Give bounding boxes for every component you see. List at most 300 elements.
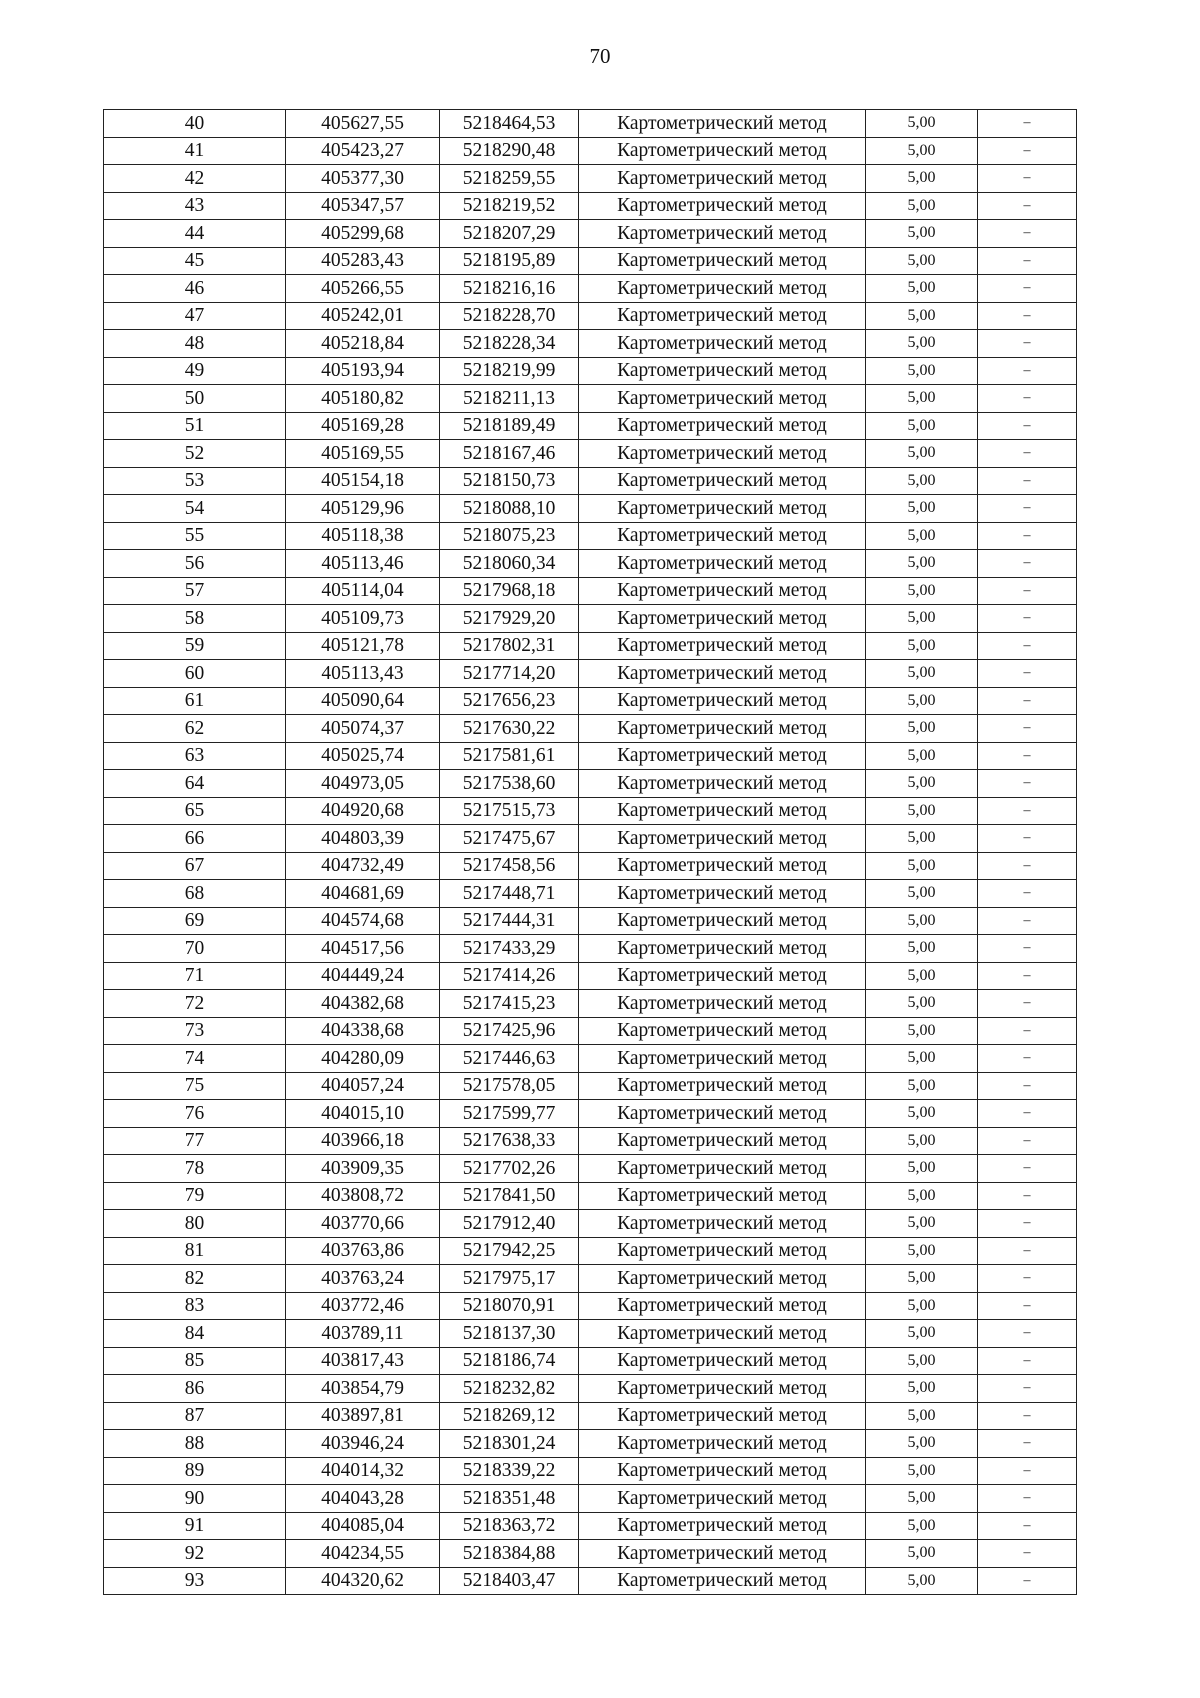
x-coordinate-cell: 403966,18 [286, 1127, 440, 1155]
y-coordinate-cell: 5217446,63 [440, 1045, 579, 1073]
point-number-cell: 61 [104, 687, 286, 715]
page-number: 70 [589, 44, 611, 68]
point-number-cell: 42 [104, 165, 286, 193]
x-coordinate-cell: 404574,68 [286, 907, 440, 935]
error-cell: 5,00 [866, 770, 978, 798]
y-coordinate-cell: 5218228,70 [440, 302, 579, 330]
y-coordinate-cell: 5217929,20 [440, 605, 579, 633]
x-coordinate-cell: 404681,69 [286, 880, 440, 908]
y-coordinate-cell: 5218211,13 [440, 385, 579, 413]
method-cell: Картометрический метод [579, 770, 866, 798]
y-coordinate-cell: 5218088,10 [440, 495, 579, 523]
x-coordinate-cell: 404382,68 [286, 990, 440, 1018]
description-cell: – [978, 1320, 1077, 1348]
method-cell: Картометрический метод [579, 1237, 866, 1265]
point-number-cell: 47 [104, 302, 286, 330]
description-cell: – [978, 1127, 1077, 1155]
error-cell: 5,00 [866, 412, 978, 440]
x-coordinate-cell: 405121,78 [286, 632, 440, 660]
x-coordinate-cell: 405118,38 [286, 522, 440, 550]
error-cell: 5,00 [866, 275, 978, 303]
table-row [104, 1210, 1077, 1238]
point-number-cell: 74 [104, 1045, 286, 1073]
point-number-cell: 73 [104, 1017, 286, 1045]
point-number-cell: 72 [104, 990, 286, 1018]
table-row [104, 1155, 1077, 1183]
table-row [104, 1457, 1077, 1485]
point-number-cell: 86 [104, 1375, 286, 1403]
error-cell: 5,00 [866, 577, 978, 605]
description-cell: – [978, 1512, 1077, 1540]
x-coordinate-cell: 405266,55 [286, 275, 440, 303]
method-cell: Картометрический метод [579, 1155, 866, 1183]
point-number-cell: 55 [104, 522, 286, 550]
y-coordinate-cell: 5217414,26 [440, 962, 579, 990]
x-coordinate-cell: 405074,37 [286, 715, 440, 743]
point-number-cell: 63 [104, 742, 286, 770]
description-cell: – [978, 852, 1077, 880]
table-row [104, 275, 1077, 303]
error-cell: 5,00 [866, 687, 978, 715]
x-coordinate-cell: 403946,24 [286, 1430, 440, 1458]
error-cell: 5,00 [866, 1292, 978, 1320]
description-cell: – [978, 1485, 1077, 1513]
method-cell: Картометрический метод [579, 1375, 866, 1403]
x-coordinate-cell: 403770,66 [286, 1210, 440, 1238]
method-cell: Картометрический метод [579, 192, 866, 220]
description-cell: – [978, 1072, 1077, 1100]
method-cell: Картометрический метод [579, 302, 866, 330]
method-cell: Картометрический метод [579, 577, 866, 605]
point-number-cell: 45 [104, 247, 286, 275]
point-number-cell: 46 [104, 275, 286, 303]
description-cell: – [978, 385, 1077, 413]
description-cell: – [978, 1182, 1077, 1210]
x-coordinate-cell: 403763,86 [286, 1237, 440, 1265]
table-row [104, 1265, 1077, 1293]
description-cell: – [978, 330, 1077, 358]
table-row [104, 1017, 1077, 1045]
method-cell: Картометрический метод [579, 1045, 866, 1073]
y-coordinate-cell: 5218060,34 [440, 550, 579, 578]
description-cell: – [978, 1430, 1077, 1458]
error-cell: 5,00 [866, 632, 978, 660]
description-cell: – [978, 1237, 1077, 1265]
table-row [104, 1127, 1077, 1155]
y-coordinate-cell: 5217444,31 [440, 907, 579, 935]
method-cell: Картометрический метод [579, 137, 866, 165]
table-row [104, 962, 1077, 990]
description-cell: – [978, 605, 1077, 633]
x-coordinate-cell: 403789,11 [286, 1320, 440, 1348]
description-cell: – [978, 1100, 1077, 1128]
table-row [104, 715, 1077, 743]
x-coordinate-cell: 405180,82 [286, 385, 440, 413]
point-number-cell: 84 [104, 1320, 286, 1348]
error-cell: 5,00 [866, 495, 978, 523]
point-number-cell: 53 [104, 467, 286, 495]
method-cell: Картометрический метод [579, 825, 866, 853]
error-cell: 5,00 [866, 522, 978, 550]
y-coordinate-cell: 5217433,29 [440, 935, 579, 963]
y-coordinate-cell: 5217425,96 [440, 1017, 579, 1045]
table-row [104, 770, 1077, 798]
description-cell: – [978, 1292, 1077, 1320]
method-cell: Картометрический метод [579, 1320, 866, 1348]
point-number-cell: 88 [104, 1430, 286, 1458]
y-coordinate-cell: 5218301,24 [440, 1430, 579, 1458]
method-cell: Картометрический метод [579, 1017, 866, 1045]
x-coordinate-cell: 404803,39 [286, 825, 440, 853]
method-cell: Картометрический метод [579, 412, 866, 440]
y-coordinate-cell: 5217515,73 [440, 797, 579, 825]
point-number-cell: 50 [104, 385, 286, 413]
description-cell: – [978, 412, 1077, 440]
point-number-cell: 51 [104, 412, 286, 440]
error-cell: 5,00 [866, 660, 978, 688]
error-cell: 5,00 [866, 357, 978, 385]
coordinates-table [103, 109, 1077, 1595]
error-cell: 5,00 [866, 220, 978, 248]
table-row [104, 660, 1077, 688]
x-coordinate-cell: 404015,10 [286, 1100, 440, 1128]
description-cell: – [978, 247, 1077, 275]
point-number-cell: 82 [104, 1265, 286, 1293]
point-number-cell: 40 [104, 110, 286, 138]
method-cell: Картометрический метод [579, 1430, 866, 1458]
method-cell: Картометрический метод [579, 1347, 866, 1375]
y-coordinate-cell: 5217475,67 [440, 825, 579, 853]
error-cell: 5,00 [866, 137, 978, 165]
table-row [104, 1402, 1077, 1430]
error-cell: 5,00 [866, 1265, 978, 1293]
method-cell: Картометрический метод [579, 605, 866, 633]
x-coordinate-cell: 403763,24 [286, 1265, 440, 1293]
method-cell: Картометрический метод [579, 1072, 866, 1100]
description-cell: – [978, 522, 1077, 550]
error-cell: 5,00 [866, 1540, 978, 1568]
error-cell: 5,00 [866, 1045, 978, 1073]
y-coordinate-cell: 5218207,29 [440, 220, 579, 248]
method-cell: Картометрический метод [579, 1100, 866, 1128]
x-coordinate-cell: 405025,74 [286, 742, 440, 770]
description-cell: – [978, 302, 1077, 330]
table-row [104, 1100, 1077, 1128]
method-cell: Картометрический метод [579, 247, 866, 275]
description-cell: – [978, 1375, 1077, 1403]
table-row [104, 110, 1077, 138]
y-coordinate-cell: 5218339,22 [440, 1457, 579, 1485]
y-coordinate-cell: 5217802,31 [440, 632, 579, 660]
x-coordinate-cell: 405090,64 [286, 687, 440, 715]
x-coordinate-cell: 405169,28 [286, 412, 440, 440]
error-cell: 5,00 [866, 1402, 978, 1430]
y-coordinate-cell: 5217702,26 [440, 1155, 579, 1183]
method-cell: Картометрический метод [579, 797, 866, 825]
description-cell: – [978, 357, 1077, 385]
y-coordinate-cell: 5218232,82 [440, 1375, 579, 1403]
error-cell: 5,00 [866, 935, 978, 963]
error-cell: 5,00 [866, 385, 978, 413]
method-cell: Картометрический метод [579, 440, 866, 468]
y-coordinate-cell: 5217912,40 [440, 1210, 579, 1238]
point-number-cell: 41 [104, 137, 286, 165]
method-cell: Картометрический метод [579, 1210, 866, 1238]
y-coordinate-cell: 5218189,49 [440, 412, 579, 440]
method-cell: Картометрический метод [579, 550, 866, 578]
table-row [104, 385, 1077, 413]
point-number-cell: 75 [104, 1072, 286, 1100]
y-coordinate-cell: 5218195,89 [440, 247, 579, 275]
point-number-cell: 76 [104, 1100, 286, 1128]
description-cell: – [978, 632, 1077, 660]
y-coordinate-cell: 5218075,23 [440, 522, 579, 550]
point-number-cell: 52 [104, 440, 286, 468]
point-number-cell: 54 [104, 495, 286, 523]
point-number-cell: 78 [104, 1155, 286, 1183]
point-number-cell: 69 [104, 907, 286, 935]
point-number-cell: 91 [104, 1512, 286, 1540]
error-cell: 5,00 [866, 797, 978, 825]
x-coordinate-cell: 404973,05 [286, 770, 440, 798]
method-cell: Картометрический метод [579, 962, 866, 990]
point-number-cell: 89 [104, 1457, 286, 1485]
error-cell: 5,00 [866, 1567, 978, 1595]
description-cell: – [978, 962, 1077, 990]
point-number-cell: 57 [104, 577, 286, 605]
method-cell: Картометрический метод [579, 1512, 866, 1540]
error-cell: 5,00 [866, 1512, 978, 1540]
y-coordinate-cell: 5217448,71 [440, 880, 579, 908]
x-coordinate-cell: 404732,49 [286, 852, 440, 880]
x-coordinate-cell: 404449,24 [286, 962, 440, 990]
description-cell: – [978, 687, 1077, 715]
x-coordinate-cell: 404085,04 [286, 1512, 440, 1540]
x-coordinate-cell: 404014,32 [286, 1457, 440, 1485]
x-coordinate-cell: 405154,18 [286, 467, 440, 495]
y-coordinate-cell: 5217458,56 [440, 852, 579, 880]
table-row [104, 220, 1077, 248]
point-number-cell: 83 [104, 1292, 286, 1320]
y-coordinate-cell: 5217578,05 [440, 1072, 579, 1100]
description-cell: – [978, 825, 1077, 853]
x-coordinate-cell: 404057,24 [286, 1072, 440, 1100]
method-cell: Картометрический метод [579, 990, 866, 1018]
table-row [104, 302, 1077, 330]
error-cell: 5,00 [866, 715, 978, 743]
error-cell: 5,00 [866, 907, 978, 935]
y-coordinate-cell: 5217630,22 [440, 715, 579, 743]
description-cell: – [978, 797, 1077, 825]
x-coordinate-cell: 405113,43 [286, 660, 440, 688]
description-cell: – [978, 1210, 1077, 1238]
y-coordinate-cell: 5217975,17 [440, 1265, 579, 1293]
y-coordinate-cell: 5218228,34 [440, 330, 579, 358]
error-cell: 5,00 [866, 1320, 978, 1348]
table-row [104, 687, 1077, 715]
point-number-cell: 44 [104, 220, 286, 248]
method-cell: Картометрический метод [579, 330, 866, 358]
method-cell: Картометрический метод [579, 632, 866, 660]
point-number-cell: 56 [104, 550, 286, 578]
table-row [104, 1485, 1077, 1513]
error-cell: 5,00 [866, 1127, 978, 1155]
table-row [104, 1320, 1077, 1348]
point-number-cell: 65 [104, 797, 286, 825]
point-number-cell: 79 [104, 1182, 286, 1210]
x-coordinate-cell: 403817,43 [286, 1347, 440, 1375]
table-row [104, 577, 1077, 605]
error-cell: 5,00 [866, 165, 978, 193]
description-cell: – [978, 907, 1077, 935]
error-cell: 5,00 [866, 247, 978, 275]
method-cell: Картометрический метод [579, 907, 866, 935]
point-number-cell: 59 [104, 632, 286, 660]
y-coordinate-cell: 5218167,46 [440, 440, 579, 468]
description-cell: – [978, 467, 1077, 495]
description-cell: – [978, 220, 1077, 248]
method-cell: Картометрический метод [579, 467, 866, 495]
y-coordinate-cell: 5218216,16 [440, 275, 579, 303]
error-cell: 5,00 [866, 1017, 978, 1045]
y-coordinate-cell: 5217656,23 [440, 687, 579, 715]
table-row [104, 1182, 1077, 1210]
error-cell: 5,00 [866, 990, 978, 1018]
error-cell: 5,00 [866, 1237, 978, 1265]
table-row [104, 165, 1077, 193]
method-cell: Картометрический метод [579, 1127, 866, 1155]
description-cell: – [978, 770, 1077, 798]
y-coordinate-cell: 5218384,88 [440, 1540, 579, 1568]
method-cell: Картометрический метод [579, 1567, 866, 1595]
x-coordinate-cell: 403808,72 [286, 1182, 440, 1210]
description-cell: – [978, 1540, 1077, 1568]
x-coordinate-cell: 405109,73 [286, 605, 440, 633]
x-coordinate-cell: 404920,68 [286, 797, 440, 825]
error-cell: 5,00 [866, 825, 978, 853]
table-row [104, 797, 1077, 825]
point-number-cell: 93 [104, 1567, 286, 1595]
description-cell: – [978, 110, 1077, 138]
point-number-cell: 71 [104, 962, 286, 990]
method-cell: Картометрический метод [579, 165, 866, 193]
point-number-cell: 68 [104, 880, 286, 908]
y-coordinate-cell: 5218464,53 [440, 110, 579, 138]
description-cell: – [978, 1045, 1077, 1073]
error-cell: 5,00 [866, 1485, 978, 1513]
y-coordinate-cell: 5218259,55 [440, 165, 579, 193]
description-cell: – [978, 715, 1077, 743]
table-row [104, 330, 1077, 358]
error-cell: 5,00 [866, 330, 978, 358]
error-cell: 5,00 [866, 1210, 978, 1238]
y-coordinate-cell: 5218186,74 [440, 1347, 579, 1375]
method-cell: Картометрический метод [579, 852, 866, 880]
table-row [104, 605, 1077, 633]
point-number-cell: 70 [104, 935, 286, 963]
x-coordinate-cell: 405129,96 [286, 495, 440, 523]
y-coordinate-cell: 5217714,20 [440, 660, 579, 688]
description-cell: – [978, 550, 1077, 578]
method-cell: Картометрический метод [579, 742, 866, 770]
method-cell: Картометрический метод [579, 1292, 866, 1320]
y-coordinate-cell: 5217599,77 [440, 1100, 579, 1128]
description-cell: – [978, 577, 1077, 605]
table-row [104, 990, 1077, 1018]
description-cell: – [978, 165, 1077, 193]
table-row [104, 1292, 1077, 1320]
description-cell: – [978, 935, 1077, 963]
table-row [104, 495, 1077, 523]
description-cell: – [978, 440, 1077, 468]
y-coordinate-cell: 5218290,48 [440, 137, 579, 165]
table-row [104, 1540, 1077, 1568]
table-row [104, 825, 1077, 853]
y-coordinate-cell: 5218137,30 [440, 1320, 579, 1348]
point-number-cell: 49 [104, 357, 286, 385]
table-row [104, 467, 1077, 495]
method-cell: Картометрический метод [579, 687, 866, 715]
table-row [104, 1512, 1077, 1540]
method-cell: Картометрический метод [579, 715, 866, 743]
method-cell: Картометрический метод [579, 1402, 866, 1430]
x-coordinate-cell: 403897,81 [286, 1402, 440, 1430]
error-cell: 5,00 [866, 1182, 978, 1210]
point-number-cell: 77 [104, 1127, 286, 1155]
point-number-cell: 48 [104, 330, 286, 358]
error-cell: 5,00 [866, 605, 978, 633]
method-cell: Картометрический метод [579, 385, 866, 413]
table-row [104, 1347, 1077, 1375]
table-row [104, 137, 1077, 165]
error-cell: 5,00 [866, 880, 978, 908]
description-cell: – [978, 1155, 1077, 1183]
point-number-cell: 62 [104, 715, 286, 743]
point-number-cell: 81 [104, 1237, 286, 1265]
x-coordinate-cell: 405218,84 [286, 330, 440, 358]
error-cell: 5,00 [866, 467, 978, 495]
x-coordinate-cell: 404338,68 [286, 1017, 440, 1045]
description-cell: – [978, 880, 1077, 908]
x-coordinate-cell: 404517,56 [286, 935, 440, 963]
error-cell: 5,00 [866, 742, 978, 770]
point-number-cell: 87 [104, 1402, 286, 1430]
x-coordinate-cell: 403854,79 [286, 1375, 440, 1403]
description-cell: – [978, 495, 1077, 523]
y-coordinate-cell: 5218150,73 [440, 467, 579, 495]
x-coordinate-cell: 405627,55 [286, 110, 440, 138]
description-cell: – [978, 660, 1077, 688]
method-cell: Картометрический метод [579, 1182, 866, 1210]
table-row [104, 357, 1077, 385]
description-cell: – [978, 1457, 1077, 1485]
x-coordinate-cell: 405169,55 [286, 440, 440, 468]
x-coordinate-cell: 405283,43 [286, 247, 440, 275]
x-coordinate-cell: 404234,55 [286, 1540, 440, 1568]
method-cell: Картометрический метод [579, 220, 866, 248]
y-coordinate-cell: 5218219,99 [440, 357, 579, 385]
y-coordinate-cell: 5217942,25 [440, 1237, 579, 1265]
error-cell: 5,00 [866, 302, 978, 330]
error-cell: 5,00 [866, 852, 978, 880]
error-cell: 5,00 [866, 192, 978, 220]
point-number-cell: 80 [104, 1210, 286, 1238]
method-cell: Картометрический метод [579, 660, 866, 688]
x-coordinate-cell: 405423,27 [286, 137, 440, 165]
table-row [104, 742, 1077, 770]
table-row [104, 935, 1077, 963]
y-coordinate-cell: 5218363,72 [440, 1512, 579, 1540]
